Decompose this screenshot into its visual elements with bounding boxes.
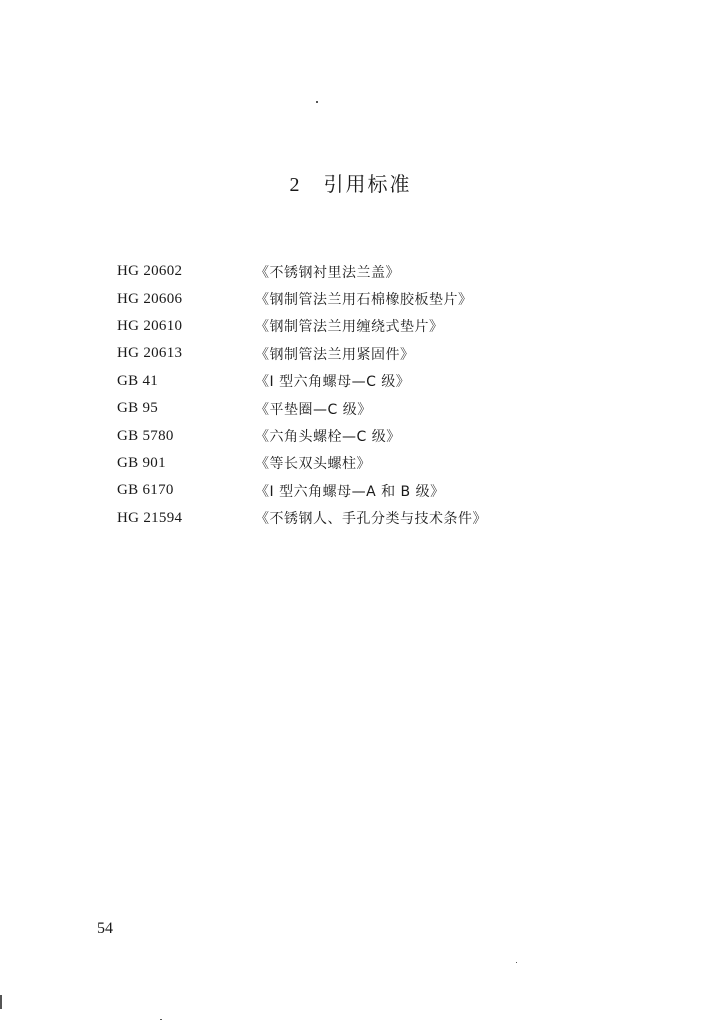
reference-title: 《I 型六角螺母—C 级》	[255, 374, 411, 391]
reference-row	[117, 368, 637, 395]
scan-speck	[160, 1019, 162, 1020]
section-number: 2	[289, 174, 302, 196]
reference-row	[117, 505, 637, 532]
reference-title: 《不锈钢衬里法兰盖》	[255, 264, 400, 281]
reference-list	[117, 258, 637, 532]
reference-title: 《六角头螺栓—C 级》	[255, 429, 401, 446]
reference-code: HG 20610	[117, 317, 183, 334]
reference-code: HG 20606	[117, 290, 183, 307]
reference-title: 《I 型六角螺母—A 和 B 级》	[255, 483, 445, 500]
reference-title: 《等长双头螺柱》	[255, 456, 371, 473]
scan-speck	[516, 962, 517, 963]
reference-row	[117, 285, 637, 312]
reference-row	[117, 422, 637, 449]
reference-code: GB 95	[117, 400, 159, 417]
reference-title: 《平垫圈—C 级》	[255, 401, 372, 418]
scan-speck	[0, 995, 2, 1009]
reference-code: HG 20602	[117, 263, 183, 280]
reference-row	[117, 450, 637, 477]
reference-code: HG 21594	[117, 509, 183, 526]
reference-title: 《钢制管法兰用紧固件》	[255, 346, 415, 363]
page-number: 54	[97, 920, 113, 937]
reference-code: HG 20613	[117, 345, 183, 362]
reference-title: 《钢制管法兰用石棉橡胶板垫片》	[255, 292, 473, 309]
reference-row	[117, 395, 637, 422]
reference-title: 《钢制管法兰用缠绕式垫片》	[255, 319, 444, 336]
section-title: 引用标准	[323, 172, 412, 196]
reference-code: GB 41	[117, 372, 159, 389]
reference-code: GB 901	[117, 454, 166, 471]
reference-code: GB 6170	[117, 482, 174, 499]
reference-code: GB 5780	[117, 427, 174, 444]
scan-speck	[316, 101, 318, 103]
reference-row	[117, 340, 637, 367]
reference-title: 《不锈钢人、手孔分类与技术条件》	[255, 511, 487, 528]
reference-row	[117, 258, 637, 285]
reference-row	[117, 477, 637, 504]
section-heading	[0, 168, 701, 197]
reference-row	[117, 313, 637, 340]
